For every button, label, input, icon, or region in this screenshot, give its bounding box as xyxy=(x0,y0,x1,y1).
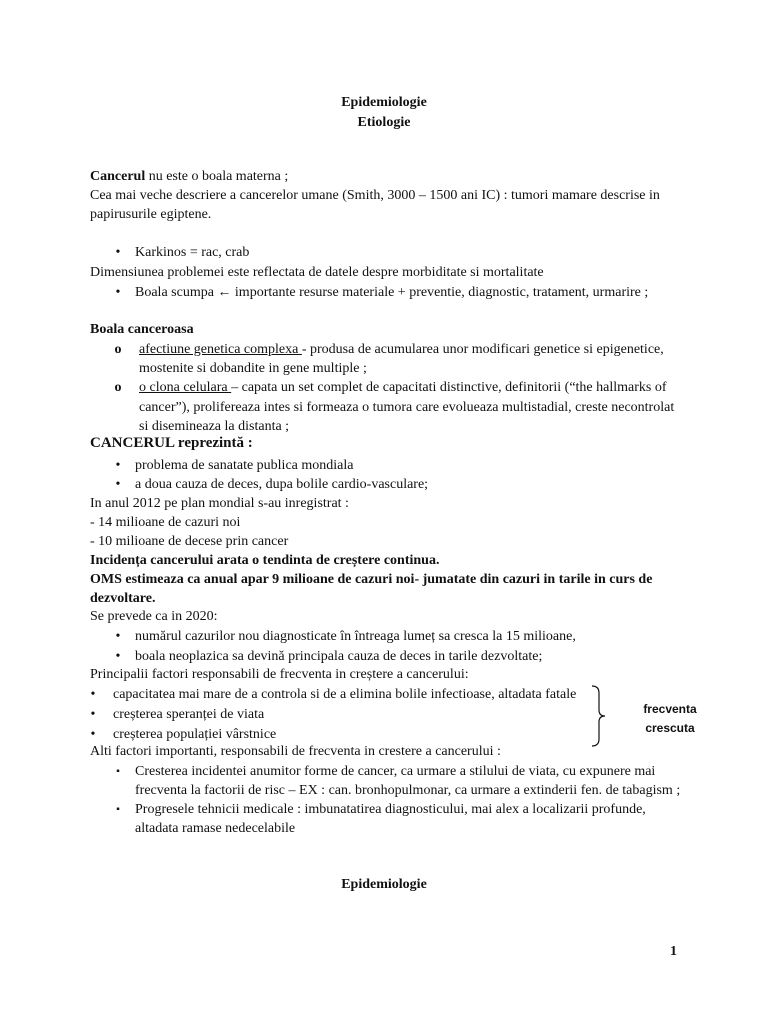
oms-bold-line-1: OMS estimeaza ca anual apar 9 milioane de cazuri noi- jumatate din cazuri in tarile in curs de xyxy=(90,572,653,587)
boala-item-2 xyxy=(139,378,667,397)
intro-line-1 xyxy=(90,167,288,186)
intro-line-3: papirusurile egiptene. xyxy=(90,207,212,222)
boala-item-1-underlined: afectiune genetica complexa xyxy=(139,342,302,357)
bullet-reprezinta-2: • xyxy=(115,477,121,492)
alti-item-2-line1: Progresele tehnicii medicale : imbunatatirea diagnosticului, mai alex a localizarii profunde, xyxy=(135,802,646,817)
square-marker-1: ▪ xyxy=(116,766,120,777)
boala-item-1-rest: - produsa de acumularea unor modificari genetice si epigenetice, xyxy=(301,342,664,357)
footer-title: Epidemiologie xyxy=(341,877,427,892)
cancerul-rest: nu este o boala materna ; xyxy=(145,169,289,184)
boala-item-2-underlined: o clona celulara xyxy=(139,380,232,395)
alti-item-1-line2: frecventa la factorii de risc – EX : can. bronhopulmonar, ca urmare a extinderii fen. de tabagism ; xyxy=(135,783,681,798)
boala-scumpa-text: Boala scumpa ← importante resurse materiale + preventie, diagnostic, tratament, urmarire ; xyxy=(135,285,649,300)
factori-item-1: capacitatea mai mare de a controla si de a elimina bolile infectioase, altadata fatale xyxy=(113,687,577,702)
alti-item-2-line2: altadata ramase nedecelabile xyxy=(135,821,296,836)
dimensiunea-text: Dimensiunea problemei este reflectata de datele despre morbiditate si mortalitate xyxy=(90,265,544,280)
boala-item-1-line2: mostenite si dobandite in gene multiple ; xyxy=(139,361,367,376)
alti-heading: Alti factori importanti, responsabili de frecventa in crestere a cancerului : xyxy=(90,744,501,759)
title-etiologie: Etiologie xyxy=(357,115,411,130)
bullet-boala-scumpa: • xyxy=(115,285,121,300)
cancerul-reprezinta-heading: CANCERUL reprezintă : xyxy=(90,435,253,451)
side-label-crescuta: crescuta xyxy=(645,721,695,735)
oms-bold-line-2: dezvoltare. xyxy=(90,591,156,606)
bullet-reprezinta-1: • xyxy=(115,458,121,473)
stats-line-1: In anul 2012 pe plan mondial s-au inregistrat : xyxy=(90,496,349,511)
marker-o-1: o xyxy=(114,342,122,357)
bullet-prevede-1: • xyxy=(115,629,121,644)
prevede-heading: Se prevede ca in 2020: xyxy=(90,609,218,624)
boala-item-2-line2: cancer”), prolifereaza intes si formeaza o tumora care evolueaza multistadial, creste necontrolat xyxy=(139,400,675,415)
bullet-prevede-2: • xyxy=(115,649,121,664)
boala-canceroasa-heading: Boala canceroasa xyxy=(90,322,194,337)
marker-o-2: o xyxy=(114,380,122,395)
prevede-item-2: boala neoplazica sa devină principala cauza de deces in tarile dezvoltate; xyxy=(135,649,543,664)
stats-line-2: - 14 milioane de cazuri noi xyxy=(90,515,241,530)
right-brace-icon xyxy=(590,685,608,747)
square-marker-2: ▪ xyxy=(116,804,120,815)
intro-line-2: Cea mai veche descriere a cancerelor umane (Smith, 3000 – 1500 ani IC) : tumori mamare descrise in xyxy=(90,188,660,203)
prevede-item-1: numărul cazurilor nou diagnosticate în întreaga lumeț sa cresca la 15 milioane, xyxy=(135,629,576,644)
bullet-karkinos: • xyxy=(115,245,121,260)
side-label-frecventa: frecventa xyxy=(643,702,697,716)
boala-item-1 xyxy=(139,340,664,359)
karkinos-text: Karkinos = rac, crab xyxy=(135,245,250,260)
stats-line-3: - 10 milioane de decese prin cancer xyxy=(90,534,289,549)
reprezinta-item-1: problema de sanatate publica mondiala xyxy=(135,458,354,473)
factori-item-3: creșterea populației vârstnice xyxy=(113,727,277,742)
page-number: 1 xyxy=(670,944,677,959)
title-epidemiologie: Epidemiologie xyxy=(341,95,427,110)
bullet-factori-2: • xyxy=(90,707,96,722)
boala-item-2-line3: si disemineaza la distanta ; xyxy=(139,419,290,434)
boala-item-2-rest: – capata un set complet de capacitati distinctive, definitorii (“the hallmarks of xyxy=(231,380,667,395)
reprezinta-item-2: a doua cauza de deces, dupa bolile cardio-vasculare; xyxy=(135,477,429,492)
bullet-factori-3: • xyxy=(90,727,96,742)
cancerul-bold: Cancerul xyxy=(90,169,146,184)
factori-item-2: creșterea speranței de viata xyxy=(113,707,265,722)
incidenta-bold: Incidența cancerului arata o tendinta de creștere continua. xyxy=(90,553,440,568)
factori-heading: Principalii factori responsabili de frecventa in creștere a cancerului: xyxy=(90,667,469,682)
alti-item-1-line1: Cresterea incidentei anumitor forme de cancer, ca urmare a stilului de viata, cu expunere mai xyxy=(135,764,656,779)
bullet-factori-1: • xyxy=(90,687,96,702)
